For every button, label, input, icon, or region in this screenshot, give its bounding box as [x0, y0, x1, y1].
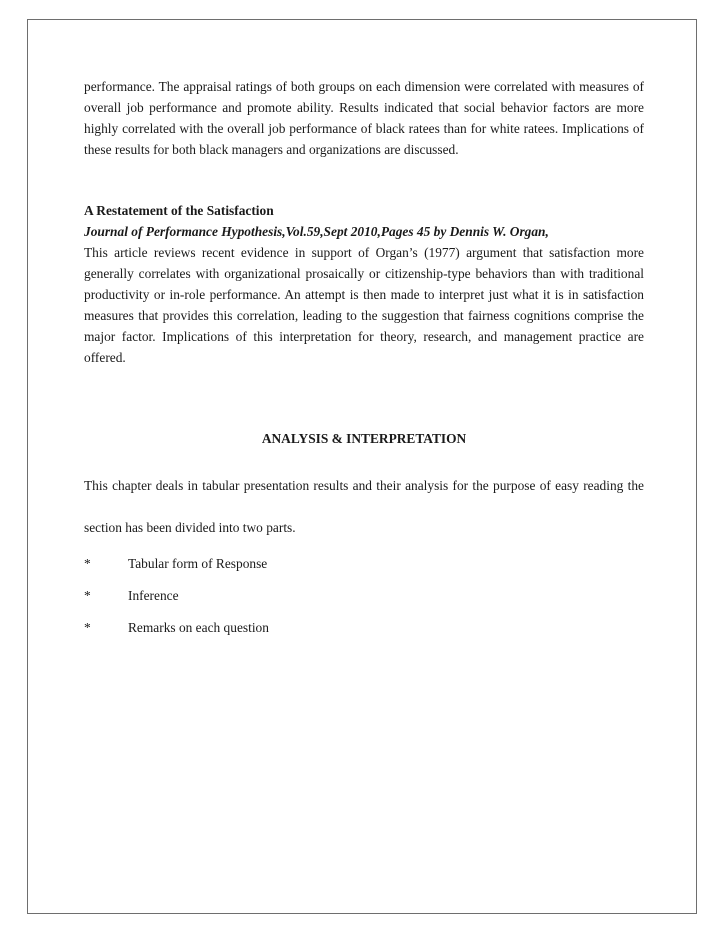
list-item: [84, 553, 644, 585]
list-item-label: Tabular form of Response: [128, 556, 268, 571]
document-body: [84, 76, 644, 662]
list-item-label: Inference: [128, 588, 179, 603]
intro-paragraph: performance. The appraisal ratings of both groups on each dimension were correlated with measures of overall job performance and promote ability. Results indicated that social behavior factors are more highly correlated with the overall job performance of black ratees than for white ratees. Implications of these results for both black managers and organizations are discussed.: [84, 79, 644, 157]
article-source: Journal of Performance Hypothesis,Vol.59,Sept 2010,Pages 45 by Dennis W. Organ,: [84, 224, 549, 239]
bullet-marker: *: [84, 588, 91, 603]
article-abstract: This article reviews recent evidence in support of Organ’s (1977) argument that satisfaction more generally correlates with organizational prosaically or citizenship-type behaviors than with traditional productivity or in-role performance. An attempt is then made to interpret just what it is in satisfaction measures that provides this correlation, leading to the suggestion that fairness cognitions comprise the major factor. Implications of this interpretation for theory, research, and management practice are offered.: [84, 245, 644, 365]
bullet-marker: *: [84, 620, 91, 635]
list-item: [84, 617, 644, 649]
bullet-marker: *: [84, 556, 91, 571]
chapter-intro: This chapter deals in tabular presentation results and their analysis for the purpose of easy reading the section has been divided into two parts.: [84, 478, 644, 535]
list-item-label: Remarks on each question: [128, 620, 269, 635]
article-title: A Restatement of the Satisfaction: [84, 203, 274, 218]
bullet-list: [84, 553, 644, 649]
list-item: [84, 585, 644, 617]
section-heading: ANALYSIS & INTERPRETATION: [261, 431, 467, 446]
